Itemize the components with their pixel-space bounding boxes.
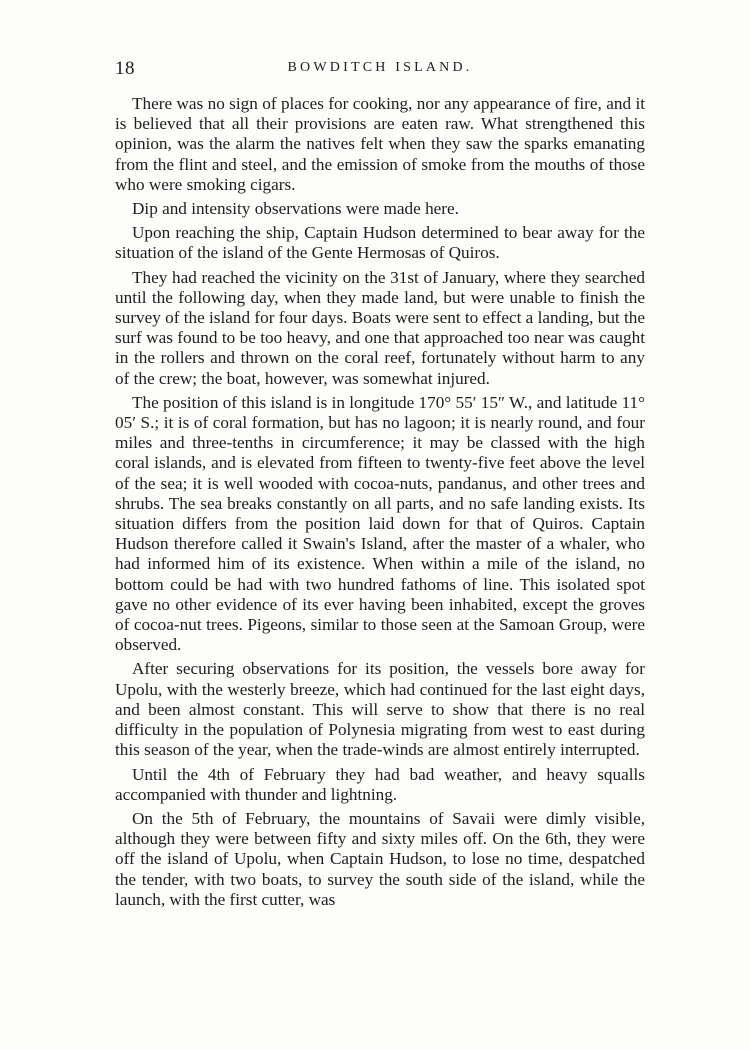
paragraph-4: They had reached the vicinity on the 31st of January, where they searched until the following day, when they made land, but were unable to finish the survey of the island for four days. Boats were sent to effect a landing, but the surf was found to be too heavy, and one that approached too near was caught in the rollers and thrown on the coral reef, fortunately without harm to any of the crew; the boat, however, was somewhat injured. [115,267,645,388]
page-header [115,58,645,82]
body-text [115,94,645,914]
paragraph-6: After securing observations for its position, the vessels bore away for Upolu, with the westerly breeze, which had continued for the last eight days, and been almost constant. This will serve to show that there is no real difficulty in the population of Polynesia migrating from west to east during this season of the year, when the trade-winds are almost entirely interrupted. [115,659,645,760]
paragraph-1: There was no sign of places for cooking, nor any appearance of fire, and it is believed that all their provisions are eaten raw. What strengthened this opinion, was the alarm the natives felt when they saw the sparks emanating from the flint and steel, and the emission of smoke from the mouths of those who were smoking cigars. [115,94,645,194]
running-head: BOWDITCH ISLAND. [287,60,473,75]
page-number: 18 [115,58,135,79]
paragraph-7: Until the 4th of February they had bad weather, and heavy squalls accompanied with thunder and lightning. [115,764,645,804]
paragraph-5: The position of this island is in longitude 170° 55′ 15″ W., and latitude 11° 05′ S.; it is of coral formation, but has no lagoon; it is nearly round, and four miles and three-tenths in circumference; it may be classed with the high coral islands, and is elevated from fifteen to twenty-five feet above the level of the sea; it is well wooded with cocoa-nuts, pandanus, and other trees and shrubs. The sea breaks constantly on all parts, and no safe landing exists. Its situation differs from the position laid down for that of Quiros. Captain Hudson therefore called it Swain's Island, after the master of a whaler, who had informed him of its existence. When within a mile of the island, no bottom could be had with two hundred fathoms of line. This isolated spot gave no other evidence of its ever having been inhabited, except the groves of cocoa-nut trees. Pigeons, similar to those seen at the Samoan Group, were observed. [115,392,645,655]
paragraph-2: Dip and intensity observations were made here. [132,199,459,219]
paragraph-8: On the 5th of February, the mountains of Savaii were dimly visible, although they were between fifty and sixty miles off. On the 6th, they were off the island of Upolu, when Captain Hudson, to lose no time, despatched the tender, with two boats, to survey the south side of the island, while the launch, with the first cutter, was [115,808,645,909]
paragraph-3: Upon reaching the ship, Captain Hudson determined to bear away for the situation of the island of the Gente Hermosas of Quiros. [115,223,645,263]
